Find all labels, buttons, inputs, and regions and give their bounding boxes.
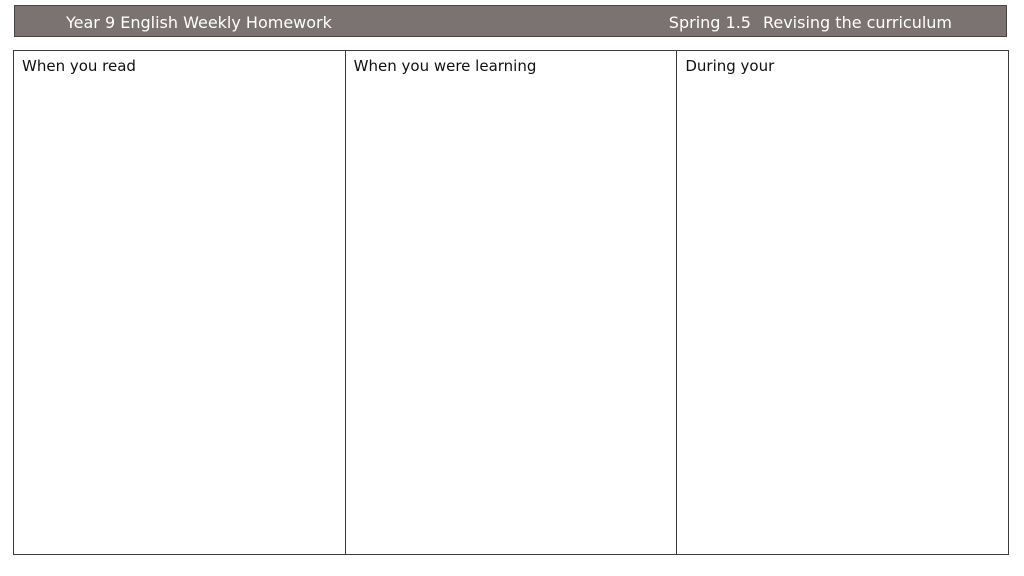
column-heading: When you were learning — [353, 57, 537, 75]
homework-grid — [13, 50, 1009, 555]
column-heading: During your — [685, 57, 775, 75]
term-label: Spring 1.5 — [668, 13, 751, 32]
topic-label: Revising the curriculum — [762, 13, 952, 32]
column-heading: When you read — [22, 57, 136, 75]
column-when-you-read[interactable] — [14, 51, 346, 554]
column-during-your[interactable] — [677, 51, 1008, 554]
homework-title: Year 9 English Weekly Homework — [66, 13, 332, 32]
header-bar — [14, 5, 1007, 37]
term-topic — [669, 13, 952, 32]
column-when-you-were-learning[interactable] — [346, 51, 678, 554]
